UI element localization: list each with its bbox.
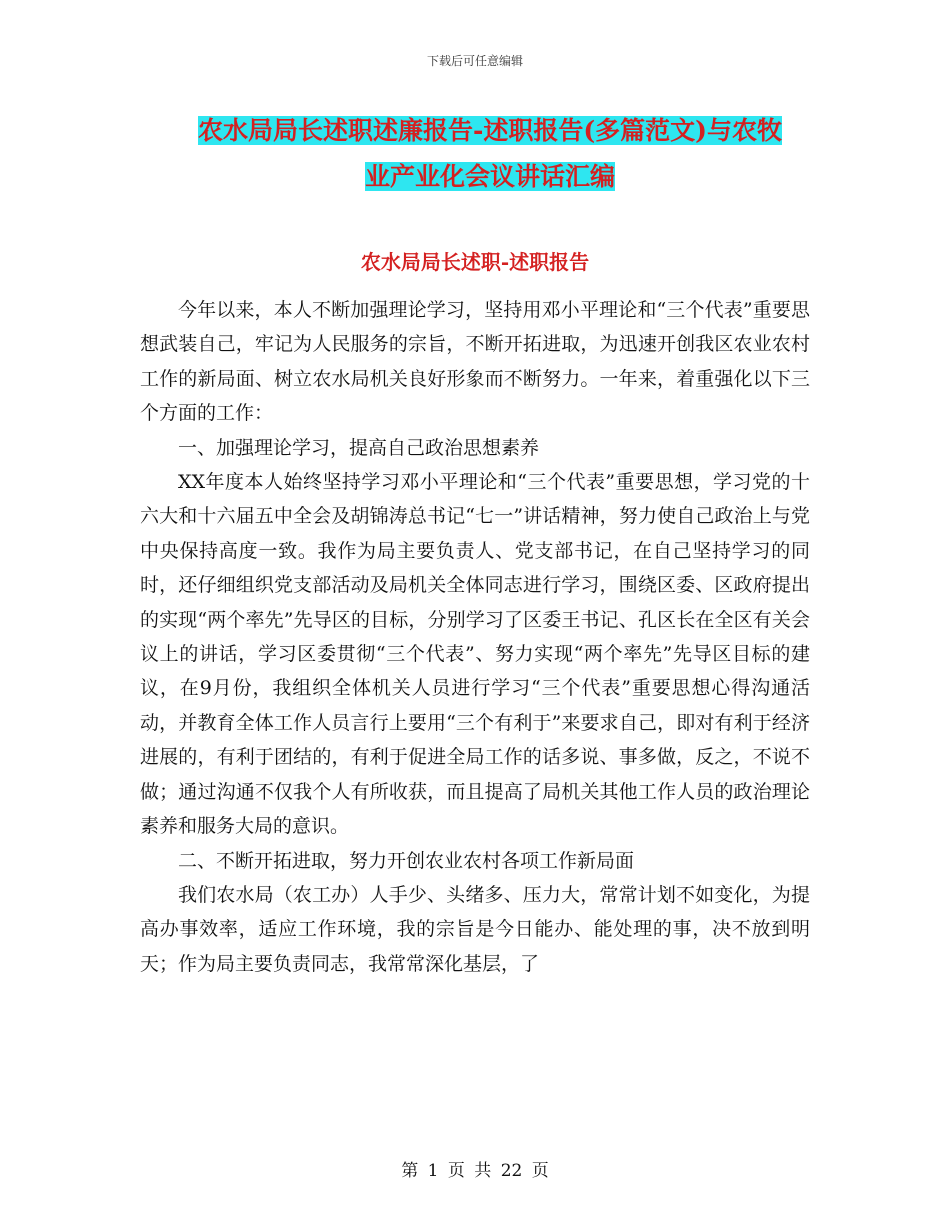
body-paragraph: 今年以来，本人不断加强理论学习，坚持用邓小平理论和“三个代表”重要思想武装自己，牢记为人民服务的宗旨，不断开拓进取，为迅速开创我区农业农村工作的新局面、树立农水局机关良好形象而不断努力。一年来，着重强化以下三个方面的工作： (140, 299, 810, 425)
document-body (140, 293, 810, 981)
document-title-line-1: 农水局局长述职述廉报告-述职报告(多篇范文)与农牧 (197, 116, 783, 145)
page-number: 第 1 页 共 22 页 (401, 1161, 549, 1181)
body-paragraph: XX年度本人始终坚持学习邓小平理论和“三个代表”重要思想，学习党的十六大和十六届五中全会及胡锦涛总书记“七一”讲话精神，努力使自己政治上与党中央保持高度一致。我作为局主要负责人、党支部书记，在自己坚持学习的同时，还仔细组织党支部活动及局机关全体同志进行学习，围绕区委、区政府提出的实现“两个率先”先导区的目标，分别学习了区委王书记、孔区长在全区有关会议上的讲话，学习区委贯彻“三个代表”、努力实现“两个率先”先导区目标的建议，在9月份，我组织全体机关人员进行学习“三个代表”重要思想心得沟通活动，并教育全体工作人员言行上要用“三个有利于”来要求自己，即对有利于经济进展的，有利于团结的，有利于促进全局工作的话多说、事多做，反之，不说不做；通过沟通不仅我个人有所收获，而且提高了局机关其他工作人员的政治理论素养和服务大局的意识。 (140, 471, 810, 838)
section-title: 农水局局长述职-述职报告 (360, 250, 590, 274)
body-heading-1: 一、加强理论学习，提高自己政治思想素养 (178, 436, 540, 459)
body-paragraph: 我们农水局（农工办）人手少、头绪多、压力大，常常计划不如变化，为提高办事效率，适应工作环境，我的宗旨是今日能办、能处理的事，决不放到明天；作为局主要负责同志，我常常深化基层，了 (140, 883, 810, 975)
document-title-line-2: 业产业化会议讲话汇编 (364, 162, 615, 191)
body-heading-2: 二、不断开拓进取，努力开创农业农村各项工作新局面 (178, 849, 635, 872)
document-title (140, 108, 840, 200)
page-header-note: 下载后可任意编辑 (426, 54, 523, 68)
